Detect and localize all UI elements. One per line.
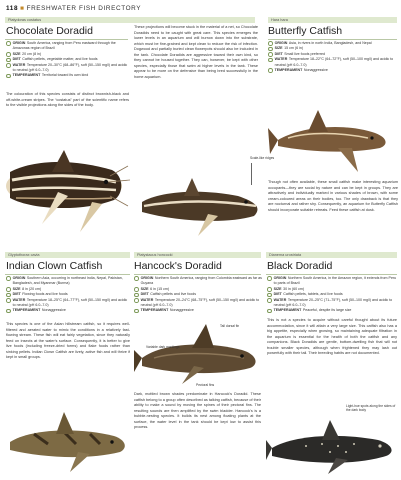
fact-water [6, 298, 131, 309]
fact-label: TEMPERAMENT [140, 308, 169, 313]
fact-origin [6, 41, 130, 52]
description-4: Dark, mottled brown shades predominate in Hancock's Doradid. These catfish belong to a group often described as talking catfish, because of their ability to make a sound by moving the spines of their pectoral fins. The resulting sounds are then amplified by the swim bladder. Hancock's is a bubble-nesting species. It builds its nest among floating plants at the surface, the water level in the tank should be kept low to assist this process. [134, 392, 261, 429]
fact-label: ORIGIN [273, 276, 287, 280]
fact-temperament [268, 68, 398, 73]
callout-pectoral-fins: Pectoral fins [196, 383, 215, 387]
species-band-2 [268, 17, 397, 23]
fact-label: TEMPERAMENT [12, 73, 41, 78]
fact-text: Nonaggressive [41, 308, 66, 313]
scientific-name: Glyptothorax cavia [8, 253, 40, 257]
fact-text: Nonaggressive [169, 308, 194, 313]
fact-origin [6, 276, 131, 287]
water-icon [268, 58, 273, 63]
title-rule [134, 274, 261, 275]
fact-label: WATER [274, 57, 288, 62]
fact-label: SIZE [12, 51, 21, 56]
indian-clown-catfish-photo [4, 404, 130, 476]
fact-text: 6 in (15 cm) [150, 286, 170, 291]
fact-label: TEMPERAMENT [274, 68, 303, 73]
fact-label: DIET [12, 57, 21, 62]
title-rule [268, 39, 397, 40]
description-1b: These projections will become stuck in the material of a net, so Chocolate Doradids need to be caught with great care. This species emerges the lower levels in an aquarium and will burrow down into the substrate, which must be fine-grained and kept clean to reduce the risk of infection. Dogwood and partially buried clean flowerpots should also be included in the tank. Chocolate Doradids are aggressive toward their own kind, so they cannot be housed together. They can, however, be kept with other species, especially those that swim at higher levels in the tank. These appear to be more on the defensive than being bred successfully in the home aquarium. [134, 25, 258, 79]
fact-water [267, 298, 399, 309]
diet-icon [268, 52, 273, 57]
black-doradid-photo [266, 414, 398, 476]
scientific-name: Platydoras costatus [8, 18, 42, 22]
fact-label: DIET [274, 51, 283, 56]
fact-list-1 [6, 41, 130, 79]
fact-list-4 [134, 276, 262, 314]
book-title: FRESHWATER FISH DIRECTORY [26, 5, 142, 12]
fact-text: Temperature 20–24°C (68–75°F), soft (50–150 mg/l) and acidic to neutral (pH 6.0–7.0) [140, 297, 260, 308]
diet-icon [134, 293, 139, 298]
fact-text: Catfish pellets and live foods [150, 292, 197, 297]
fact-text: Catfish pellets, vegetable matter, and live foods [22, 57, 98, 62]
fact-label: ORIGIN [274, 41, 288, 45]
fact-text: Temperature 20–30°C (68–86°F), soft (50–150 mg/l) and acidic to neutral (pH 6.0–7.0) [12, 62, 128, 73]
size-icon [267, 287, 272, 292]
fact-label: SIZE [273, 286, 282, 291]
water-icon [134, 298, 139, 303]
size-icon [134, 287, 139, 292]
fact-label: TEMPERAMENT [273, 308, 302, 313]
fact-label: SIZE [140, 286, 149, 291]
origin-icon [268, 41, 273, 46]
fact-list-2 [268, 41, 398, 73]
fact-water [6, 63, 130, 74]
fact-text: South America, ranging from Peru eastward through the Amazonas region of Brazil [12, 41, 116, 51]
header-separator-icon: ■ [20, 5, 25, 12]
fact-temperament [6, 308, 131, 313]
species-title-2: Butterfly Catfish [268, 25, 343, 37]
title-rule [5, 274, 130, 275]
species-band-3 [5, 252, 130, 258]
fact-label: TEMPERAMENT [12, 308, 41, 313]
fact-label: WATER [273, 297, 287, 302]
description-1a: The colouration of this species consists of distinct brownish-black and off-white-cream stripes. The “costatus” part of the scientific name refers to the visible projections along the sides of the body. [6, 92, 129, 107]
fact-text: 20 cm (8 in) [22, 51, 42, 56]
temperament-icon [134, 309, 139, 314]
page-number: 118 [6, 5, 19, 12]
photo-caption-1: Scale-like ridges [250, 156, 275, 160]
fact-label: ORIGIN [12, 41, 26, 45]
fact-origin [267, 276, 399, 287]
fact-label: WATER [12, 297, 26, 302]
fact-label: WATER [140, 297, 154, 302]
diet-icon [6, 58, 11, 63]
water-icon [6, 63, 11, 68]
species-title-3: Indian Clown Catfish [6, 260, 103, 272]
fact-label: DIET [12, 292, 21, 297]
diet-icon [267, 293, 272, 298]
temperament-icon [268, 68, 273, 73]
size-icon [6, 52, 11, 57]
fact-temperament [267, 308, 399, 313]
caption-leader-line [251, 163, 252, 185]
size-icon [268, 47, 273, 52]
fact-text: Territorial toward its own kind [41, 73, 89, 78]
origin-icon [6, 276, 11, 281]
species-band-4 [134, 252, 261, 258]
fact-temperament [134, 308, 262, 313]
title-rule [266, 274, 397, 275]
water-icon [267, 298, 272, 303]
chocolate-doradid-photo [2, 132, 130, 238]
callout-variable-markings: Variable dark markings [146, 345, 180, 349]
description-3: This species is one of the Asian hillstream catfish, so it requires well-filtered and aerated water to mimic the conditions in a relatively fast-flowing stream. These fish will eat fairly vegetation, since they naturally feed on insects at the water's surface. Consequently, it is better to give live foods (including freeze-dried forms) and flake foods rather than sinking pellets. Indian Clown Catfish are lively, active fish and will thrive if kept in small groups. [6, 322, 130, 359]
species-band-1 [5, 17, 255, 23]
fact-text: Nonaggressive [303, 68, 328, 73]
description-2: Though not often available, these small catfish make interesting aquarium occupants—they are social by nature and can be kept in groups. They are attractively and individually marked in various shades of brown, with some cream-coloured areas on their bodies, too. The only drawback is that they are nocturnal and rather shy. Consequently, an aquarium for Butterfly Catfish should incorporate suitable retreats. Feed these catfish at dusk. [268, 180, 398, 212]
temperament-icon [6, 309, 11, 314]
photo-caption-5: Light-hue spots along the sides of the dark body [346, 404, 396, 413]
size-icon [6, 287, 11, 292]
fact-text: Northern South America, in the Amazon region, it extends from Peru to parts of Brazil [273, 276, 397, 286]
scientific-name: Platystacus honcocki [137, 253, 173, 257]
temperament-icon [6, 74, 11, 79]
fact-text: Small live foods preferred [284, 51, 326, 56]
fact-text: Catfish pellets, tablets, and live foods [283, 292, 343, 297]
fact-text: 15 cm (6 in) [284, 46, 304, 51]
scientific-name: Dianema urostriata [269, 253, 302, 257]
scientific-name: Hara hara [271, 18, 288, 22]
hancocks-doradid-photo [134, 318, 264, 388]
description-5: This is not a species to acquire without careful thought about its future accommodation, since it will attain a very large size. This catfish also has a big appetite, especially when growing, so maintaining adequate filtration in the aquarium is essential for the health of both the catfish and any companions. Black Doradids are gentle, bottom-dwelling fish that will not trouble smaller species, although when frightened they may lash out powerfully with their tail. Their breeding habits are not documented. [267, 318, 397, 355]
fact-text: Temperature 18–25°C (64–77°F), soft (50–150 mg/l) and acidic to neutral (pH 6.0–7.0) [12, 297, 128, 308]
fact-temperament [6, 73, 130, 78]
fact-label: DIET [140, 292, 149, 297]
fact-label: ORIGIN [12, 276, 26, 280]
fact-label: ORIGIN [140, 276, 154, 280]
butterfly-catfish-photo [268, 88, 398, 178]
origin-icon [6, 41, 11, 46]
origin-icon [267, 276, 272, 281]
title-rule [5, 39, 128, 40]
species-title-1: Chocolate Doradid [6, 25, 93, 37]
species-band-5 [266, 252, 397, 258]
fact-label: SIZE [274, 46, 283, 51]
fact-list-5 [267, 276, 399, 314]
fact-label: DIET [273, 292, 282, 297]
fact-text: Southern Asia, occurring in northeast India, Nepal, Pakistan, Bangladesh, and Myanmar (Burma) [12, 276, 123, 286]
fact-text: 8 in (20 cm) [22, 286, 42, 291]
fact-list-3 [6, 276, 131, 314]
fact-label: SIZE [12, 286, 21, 291]
origin-icon [134, 276, 139, 281]
page-header [6, 5, 141, 12]
fact-label: WATER [12, 62, 26, 67]
fact-text: 30 in (60 cm) [283, 286, 305, 291]
species-title-4: Hancock's Doradid [134, 260, 222, 272]
species-title-5: Black Doradid [267, 260, 333, 272]
fact-text: Temperature 20–25°C (71–75°F), soft (50–100 mg/l) and acidic to neutral (pH 6.0–7.0) [273, 297, 393, 308]
callout-tall-dorsal-fin: Tall dorsal fin [220, 324, 240, 328]
fact-text: Flowing foods and live foods [22, 292, 68, 297]
fact-text: Northern South America, ranging from Colombia eastward as far as Guyana [140, 276, 262, 286]
fact-text: Asia, in rivers in north India, Bangladesh, and Nepal [288, 41, 372, 45]
chocolate-doradid-detail-photo [138, 162, 268, 240]
fact-water [268, 57, 398, 68]
water-icon [6, 298, 11, 303]
temperament-icon [267, 309, 272, 314]
fact-text: Peaceful, despite its large size [302, 308, 352, 313]
fact-origin [134, 276, 262, 287]
fact-text: Temperature 18–22°C (64–72°F), soft (50–100 mg/l) and acidic to neutral (pH 6.0–7.0) [274, 57, 394, 67]
diet-icon [6, 293, 11, 298]
fact-water [134, 298, 262, 309]
